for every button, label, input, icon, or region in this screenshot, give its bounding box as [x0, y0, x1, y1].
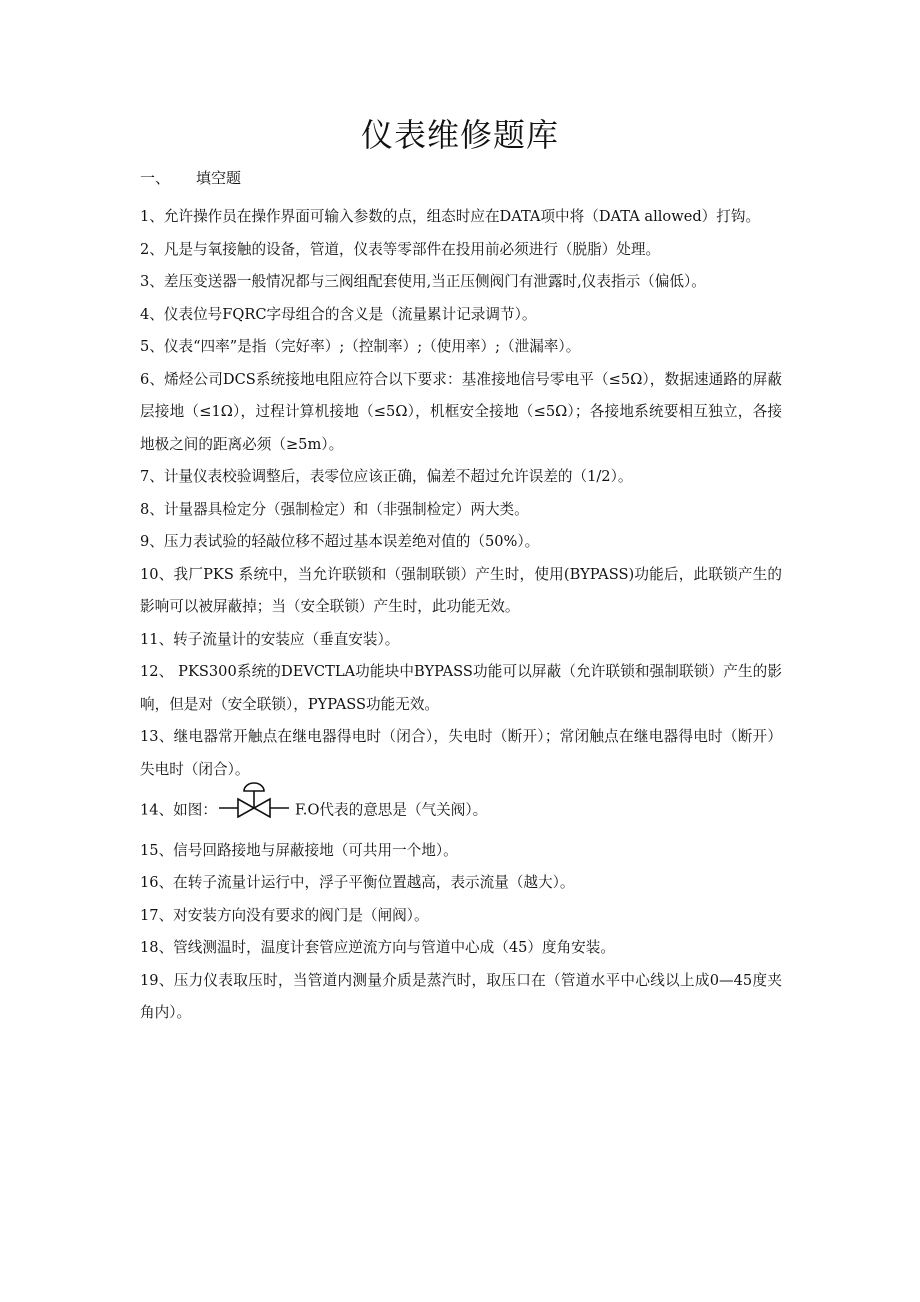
question-5: 5、仪表“四率”是指（完好率）;（控制率）;（使用率）;（泄漏率）。	[140, 338, 581, 355]
question-list	[140, 201, 782, 1030]
section-number: 一、	[140, 169, 171, 187]
question-14-suffix: F.O代表的意思是（气关阀）。	[294, 801, 488, 819]
question-13: 13、继电器常开触点在继电器得电时（闭合），失电时（断开）；常闭触点在继电器得电时（断开）失电时（闭合）。	[140, 728, 782, 778]
question-3: 3、差压变送器一般情况都与三阀组配套使用,当正压侧阀门有泄露时,仪表指示（偏低）。	[140, 273, 706, 290]
question-8: 8、计量器具检定分（强制检定）和（非强制检定）两大类。	[140, 500, 529, 518]
question-19: 19、压力仪表取压时，当管道内测量介质是蒸汽时，取压口在（管道水平中心线以上成0—45度夹角内）。	[140, 971, 782, 1021]
question-14	[140, 786, 782, 835]
question-17: 17、对安装方向没有要求的阀门是（闸阀）。	[140, 906, 429, 924]
section-label: 填空题	[196, 169, 242, 187]
question-11: 11、转子流量计的安装应（垂直安装）。	[140, 630, 400, 648]
question-12: 12、 PKS300系统的DEVCTLA功能块中BYPASS功能可以屏蔽（允许联锁和强制联锁）产生的影响，但是对（安全联锁），PYPASS功能无效。	[140, 663, 782, 713]
pneumatic-valve-icon	[219, 782, 289, 831]
question-9: 9、压力表试验的轻敲位移不超过基本误差绝对值的（50%）。	[140, 533, 540, 550]
question-1: 1、允许操作员在操作界面可输入参数的点，组态时应在DATA项中将（DATA allowed）打钩。	[140, 208, 761, 225]
question-4: 4、仪表位号FQRC字母组合的含义是（流量累计记录调节）。	[140, 305, 537, 323]
page-title: 仪表维修题库	[360, 116, 559, 154]
question-7: 7、计量仪表校验调整后，表零位应该正确，偏差不超过允许误差的（1/2）。	[140, 468, 633, 485]
question-6: 6、烯烃公司DCS系统接地电阻应符合以下要求：基准接地信号零电平（≤5Ω），数据速通路的屏蔽层接地（≤1Ω），过程计算机接地（≤5Ω），机框安全接地（≤5Ω）；各接地系统要相互独立，各接地极之间的距离必须（≥5m）。	[140, 370, 782, 453]
section-heading	[140, 166, 241, 190]
question-15: 15、信号回路接地与屏蔽接地（可共用一个地）。	[140, 841, 458, 859]
question-10: 10、我厂PKS 系统中，当允许联锁和（强制联锁）产生时，使用(BYPASS)功能后，此联锁产生的影响可以被屏蔽掉；当（安全联锁）产生时，此功能无效。	[140, 565, 782, 615]
question-2: 2、凡是与氧接触的设备，管道，仪表等零部件在投用前必须进行（脱脂）处理。	[140, 240, 661, 258]
question-14-prefix: 14、如图：	[140, 801, 217, 819]
question-18: 18、管线测温时，温度计套管应逆流方向与管道中心成（45）度角安装。	[140, 939, 615, 956]
question-16: 16、在转子流量计运行中，浮子平衡位置越高，表示流量（越大）。	[140, 874, 575, 891]
